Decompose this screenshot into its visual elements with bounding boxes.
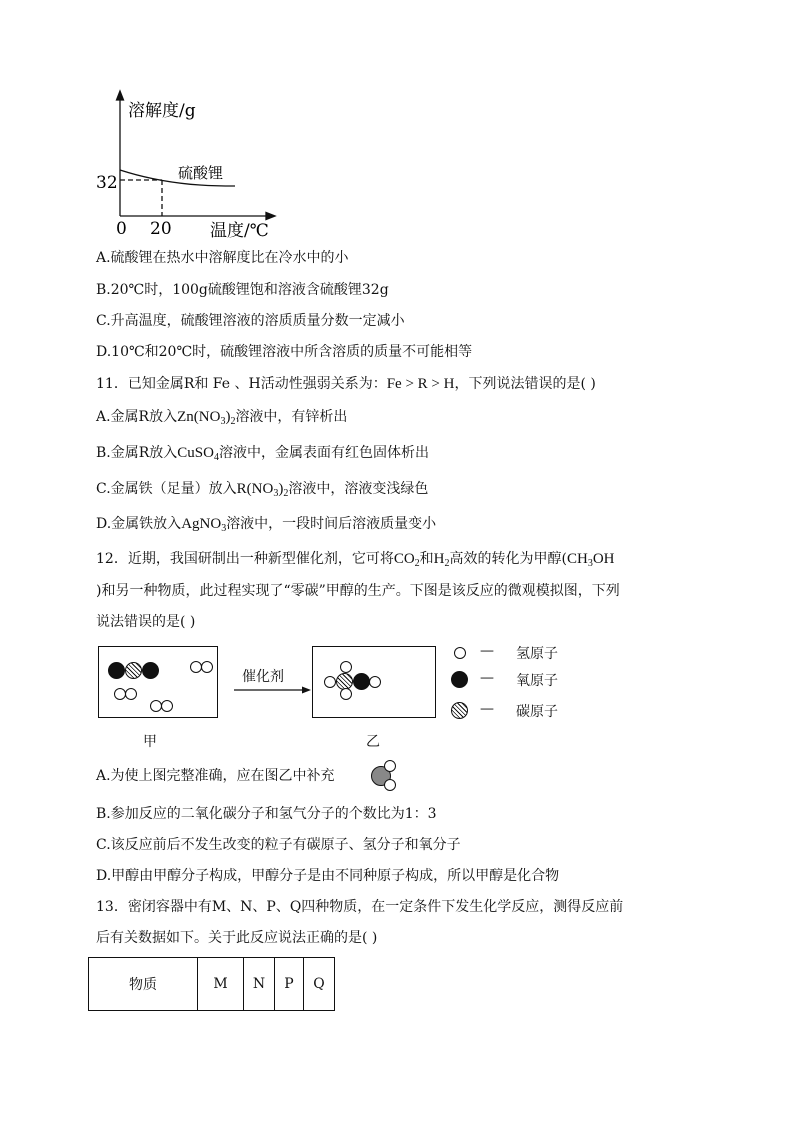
- q10-option-a: A.硫酸锂在热水中溶解度比在冷水中的小: [96, 250, 349, 266]
- label-jia: 甲: [143, 734, 157, 750]
- formula-h2: $H_2$: [433, 551, 450, 569]
- legend-oxygen-icon: [451, 671, 468, 688]
- legend-carbon-label: 碳原子: [516, 704, 558, 720]
- oxygen-atom: [353, 673, 370, 690]
- q11-d-end: 溶液中，一段时间后溶液质量变小: [226, 516, 437, 532]
- formula-cuso4: CuSO$_4$: [177, 445, 219, 463]
- q12-stem-post: 高效的转化为甲醇(: [449, 551, 567, 567]
- hydrogen-atom: [324, 676, 336, 688]
- formula-agno3: AgNO$_3$: [181, 516, 227, 534]
- q13-stem-line1: 13．密闭容器中有M、N、P、Q四种物质，在一定条件下发生化学反应，测得反应前: [96, 899, 624, 915]
- q12-stem-line1: [96, 549, 615, 569]
- oxygen-atom: [142, 662, 159, 679]
- q12-option-d: D.甲醇由甲醇分子构成，甲醇分子是由不同种原子构成，所以甲醇是化合物: [96, 868, 560, 884]
- q12-option-b: B.参加反应的二氧化碳分子和氢气分子的个数比为1：3: [96, 806, 437, 822]
- catalyst-label: 催化剂: [242, 669, 284, 685]
- q12-option-c: C.该反应前后不发生改变的粒子有碳原子、氢分子和氧分子: [96, 837, 461, 853]
- y-axis-label: 溶解度/g: [128, 101, 196, 121]
- table-row: [89, 958, 335, 1011]
- q12-stem-line3: 说法错误的是( ): [96, 614, 196, 630]
- oxygen-atom: [108, 662, 125, 679]
- formula-r-no3-2: $R(NO_3)_2$: [236, 481, 289, 499]
- formula-zn-no3-2: $Zn(NO_3)_2$: [177, 409, 236, 427]
- water-molecule-hydrogen: [384, 779, 396, 791]
- q10-option-b: B.20℃时，100g硫酸锂饱和溶液含硫酸锂32g: [96, 282, 389, 298]
- legend-carbon-dash: —: [480, 701, 494, 717]
- hydrogen-atom: [125, 688, 137, 700]
- table-header-p: P: [275, 958, 304, 1011]
- table-header-substance: 物质: [89, 958, 198, 1011]
- solubility-graph: [96, 88, 290, 243]
- hydrogen-atom: [340, 688, 352, 700]
- q11-option-a: [96, 407, 347, 427]
- legend-hydrogen-label: 氢原子: [516, 646, 558, 662]
- formula-ch3oh: $CH_3OH$: [566, 551, 615, 569]
- legend-hydrogen-icon: [454, 647, 466, 659]
- q12-option-a: A.为使上图完整准确，应在图乙中补充: [96, 768, 335, 784]
- activity-relation: Fe > R > H: [386, 376, 455, 392]
- x-axis-arrow: [266, 213, 275, 220]
- label-yi: 乙: [366, 734, 380, 750]
- x-axis-label: 温度/℃: [210, 221, 269, 241]
- q11-b-end: 溶液中，金属表面有红色固体析出: [218, 445, 429, 461]
- q11-stem-text: 11．已知金属R和 Fe 、H活动性强弱关系为：: [96, 376, 387, 392]
- table-header-n: N: [244, 958, 275, 1011]
- q11-option-b: [96, 443, 429, 463]
- legend-hydrogen-dash: —: [480, 643, 494, 659]
- y-tick-label: 32: [96, 173, 118, 193]
- table-header-m: M: [198, 958, 244, 1011]
- hydrogen-atom: [340, 661, 352, 673]
- q11-a-end: 溶液中，有锌析出: [235, 409, 348, 425]
- q13-stem-line2: 后有关数据如下。关于此反应说法正确的是( ): [96, 930, 378, 946]
- q11-c-text: C.金属铁（足量）放入: [96, 481, 237, 497]
- legend-oxygen-dash: —: [480, 670, 494, 686]
- x-tick-label-20: 20: [150, 219, 172, 239]
- legend-carbon-icon: [451, 702, 468, 719]
- q11-c-end: 溶液中，溶液变浅绿色: [288, 481, 429, 497]
- table-header-q: Q: [304, 958, 335, 1011]
- q11-d-text: D.金属铁放入: [96, 516, 182, 532]
- q11-b-text: B.金属R放入: [96, 445, 178, 461]
- hydrogen-atom: [201, 661, 213, 673]
- q10-option-c: C.升高温度，硫酸锂溶液的溶质质量分数一定减小: [96, 313, 405, 329]
- hydrogen-atom: [161, 700, 173, 712]
- q11-option-c: [96, 479, 428, 499]
- q11-stem: [96, 374, 596, 394]
- curve-label: 硫酸锂: [178, 164, 224, 182]
- q12-stem-line2: )和另一种物质，此过程实现了“零碳”甲醇的生产。下图是该反应的微观模拟图，下列: [96, 583, 620, 599]
- formula-co2: $CO_2$: [393, 551, 420, 569]
- carbon-atom: [125, 662, 142, 679]
- q13-data-table: [88, 957, 335, 1011]
- q11-stem-end: ，下列说法错误的是( ): [454, 376, 596, 392]
- x-tick-label-0: 0: [116, 219, 127, 239]
- legend-oxygen-label: 氧原子: [516, 673, 558, 689]
- q11-a-text: A.金属R放入: [96, 409, 178, 425]
- hydrogen-atom: [369, 676, 381, 688]
- q10-option-d: D.10℃和20℃时，硫酸锂溶液中所含溶质的质量不可能相等: [96, 344, 473, 360]
- q12-stem-text: 12．近期，我国研制出一种新型催化剂，它可将: [96, 551, 394, 567]
- q11-option-d: [96, 514, 436, 534]
- water-molecule-hydrogen: [384, 760, 396, 772]
- q12-stem-and: 和: [419, 551, 434, 567]
- y-axis-arrow: [117, 91, 124, 100]
- reaction-arrow: [232, 684, 312, 696]
